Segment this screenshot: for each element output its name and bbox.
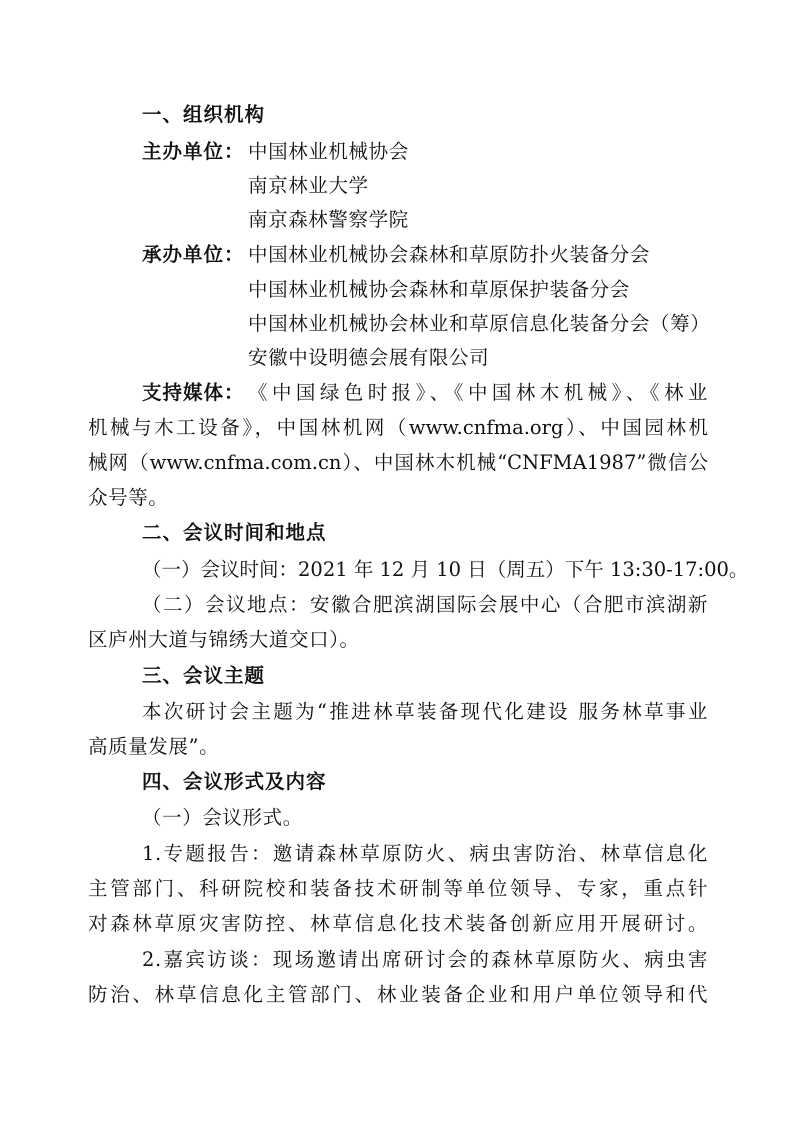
meeting-time: （一）会议时间：2021 年 12 月 10 日（周五）下午 13:30-17:00。 [142,558,749,581]
media-text-line: 械网（www.cnfma.com.cn）、中国林木机械“CNFMA1987”微信公 [88,451,708,474]
item-report-line: 对森林草原灾害防控、林草信息化技术装备创新应用开展研讨。 [88,912,708,935]
item-report-line: 1.专题报告：邀请森林草原防火、病虫害防治、林草信息化 [142,842,708,865]
organizer-item: 中国林业机械协会森林和草原防扑火装备分会 [248,243,651,266]
host-item: 南京林业大学 [248,174,369,197]
item-report-line: 主管部门、科研院校和装备技术研制等单位领导、专家，重点针 [88,877,708,900]
meeting-place-line: 区庐州大道与锦绣大道交口）。 [88,628,360,651]
meeting-place-line: （二）会议地点：安徽合肥滨湖国际会展中心（合肥市滨湖新 [142,593,708,616]
media-text-line: 《中国绿色时报》、《中国林木机械》、《林业 [248,381,708,404]
organizer-label: 承办单位： [142,243,245,266]
theme-line: 高质量发展”。 [88,735,220,758]
format-subheading: （一）会议形式。 [142,806,303,829]
media-text-line: 众号等。 [88,486,169,509]
section-heading-organization: 一、组织机构 [142,103,266,126]
media-label: 支持媒体： [142,381,245,404]
host-item: 南京森林警察学院 [248,208,409,231]
host-item: 中国林业机械协会 [248,140,409,163]
organizer-item: 中国林业机械协会森林和草原保护装备分会 [248,278,630,301]
organizer-item: 中国林业机械协会林业和草原信息化装备分会（筹） [248,312,711,335]
section-heading-format: 四、会议形式及内容 [142,770,327,793]
theme-line: 本次研讨会主题为“推进林草装备现代化建设 服务林草事业 [142,700,708,723]
media-text-line: 机械与木工设备》，中国林机网（www.cnfma.org）、中国园林机 [88,416,708,439]
section-heading-time-place: 二、会议时间和地点 [142,521,327,544]
host-label: 主办单位： [142,140,245,163]
organizer-item: 安徽中设明德会展有限公司 [248,346,490,369]
section-heading-theme: 三、会议主题 [142,664,266,687]
item-interview-line: 防治、林草信息化主管部门、林业装备企业和用户单位领导和代 [88,983,708,1006]
item-interview-line: 2.嘉宾访谈：现场邀请出席研讨会的森林草原防火、病虫害 [142,948,708,971]
